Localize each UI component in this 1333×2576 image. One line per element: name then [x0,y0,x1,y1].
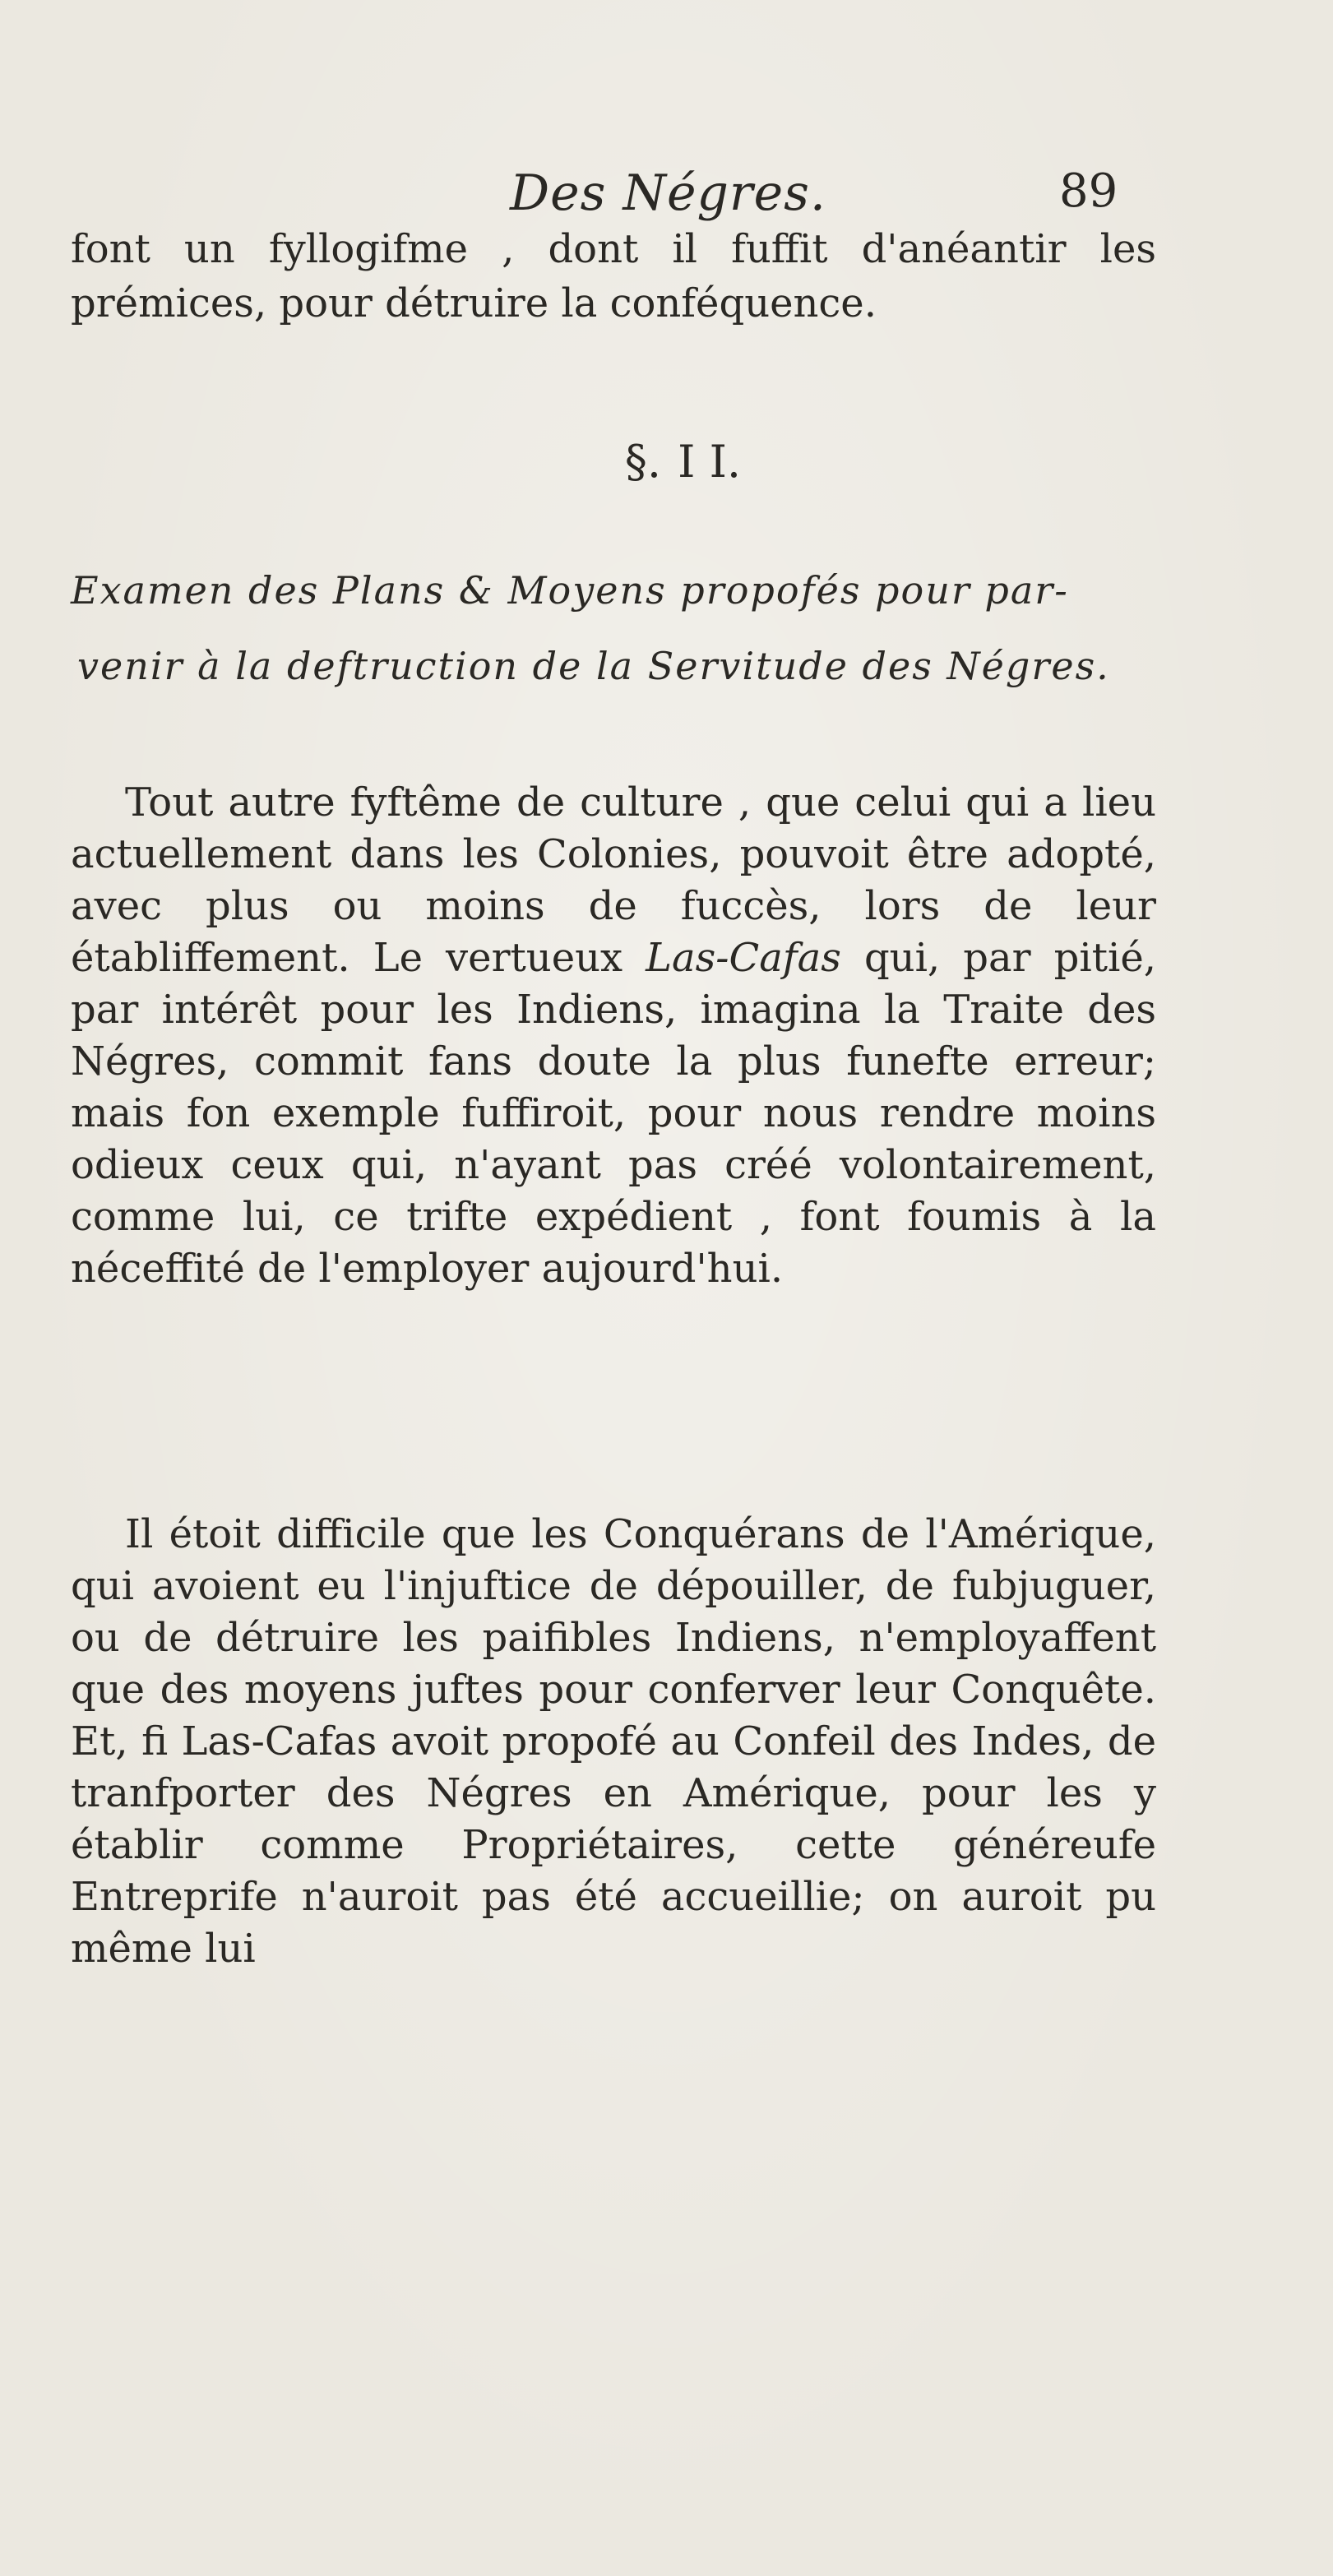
paragraph-1 [71,777,1156,1295]
heading-line-1: Examen des Plans & Moyens propofés pour par- [71,568,1069,613]
paragraph-2-text: Il étoit difficile que les Conquérans de l'Amérique, qui avoient eu l'injuftice de dépouiller, de fubjuguer, ou de détruire les paifibles Indiens, n'employaffent que des moyens juftes pour conferver leur Conquête. Et, fi Las-Cafas avoit propofé au Confeil des Indes, de tranfporter des Négres en Amérique, pour les y établir comme Propriétaires, cette généreufe Entreprife n'auroit pas été accueillie; on auroit pu même lui [71,1511,1156,1972]
running-head [0,164,1333,230]
section-number [0,436,1333,488]
section-numeral: I I. [678,436,742,488]
paragraph-1-part-2: qui, par pitié, par intérêt pour les Indiens, imagina la Traite des Négres, commit fans doute la plus funefte erreur; mais fon exemple fuffiroit, pour nous rendre moins odieux ceux qui, n'ayant pas créé volontairement, comme lui, ce trifte expédient , font foumis à la néceffité de l'employer aujourd'hui. [71,935,1156,1292]
continuation-text [71,222,1156,331]
running-title: Des Négres. [510,164,826,222]
section-sign: §. [624,436,662,488]
continuation-paragraph: font un fyllogifme , dont il fuffit d'anéantir les prémices, pour détruire la conféquence. [71,226,1156,326]
section-heading [71,553,1164,704]
italic-name-las-cafas: Las-Cafas [646,935,841,981]
paragraph-2 [71,1509,1156,1975]
paragraph-1-text [71,777,1156,1295]
heading-line-2: venir à la deftruction de la Servitude des Négres. [77,644,1110,688]
page-number: 89 [1059,164,1118,218]
paragraph-1-part-1: Tout autre fyftême de culture , que celui qui a lieu actuellement dans les Colonies, pouvoit être adopté, avec plus ou moins de fuccès, lors de leur établiffement. Le vertueux [71,779,1156,981]
